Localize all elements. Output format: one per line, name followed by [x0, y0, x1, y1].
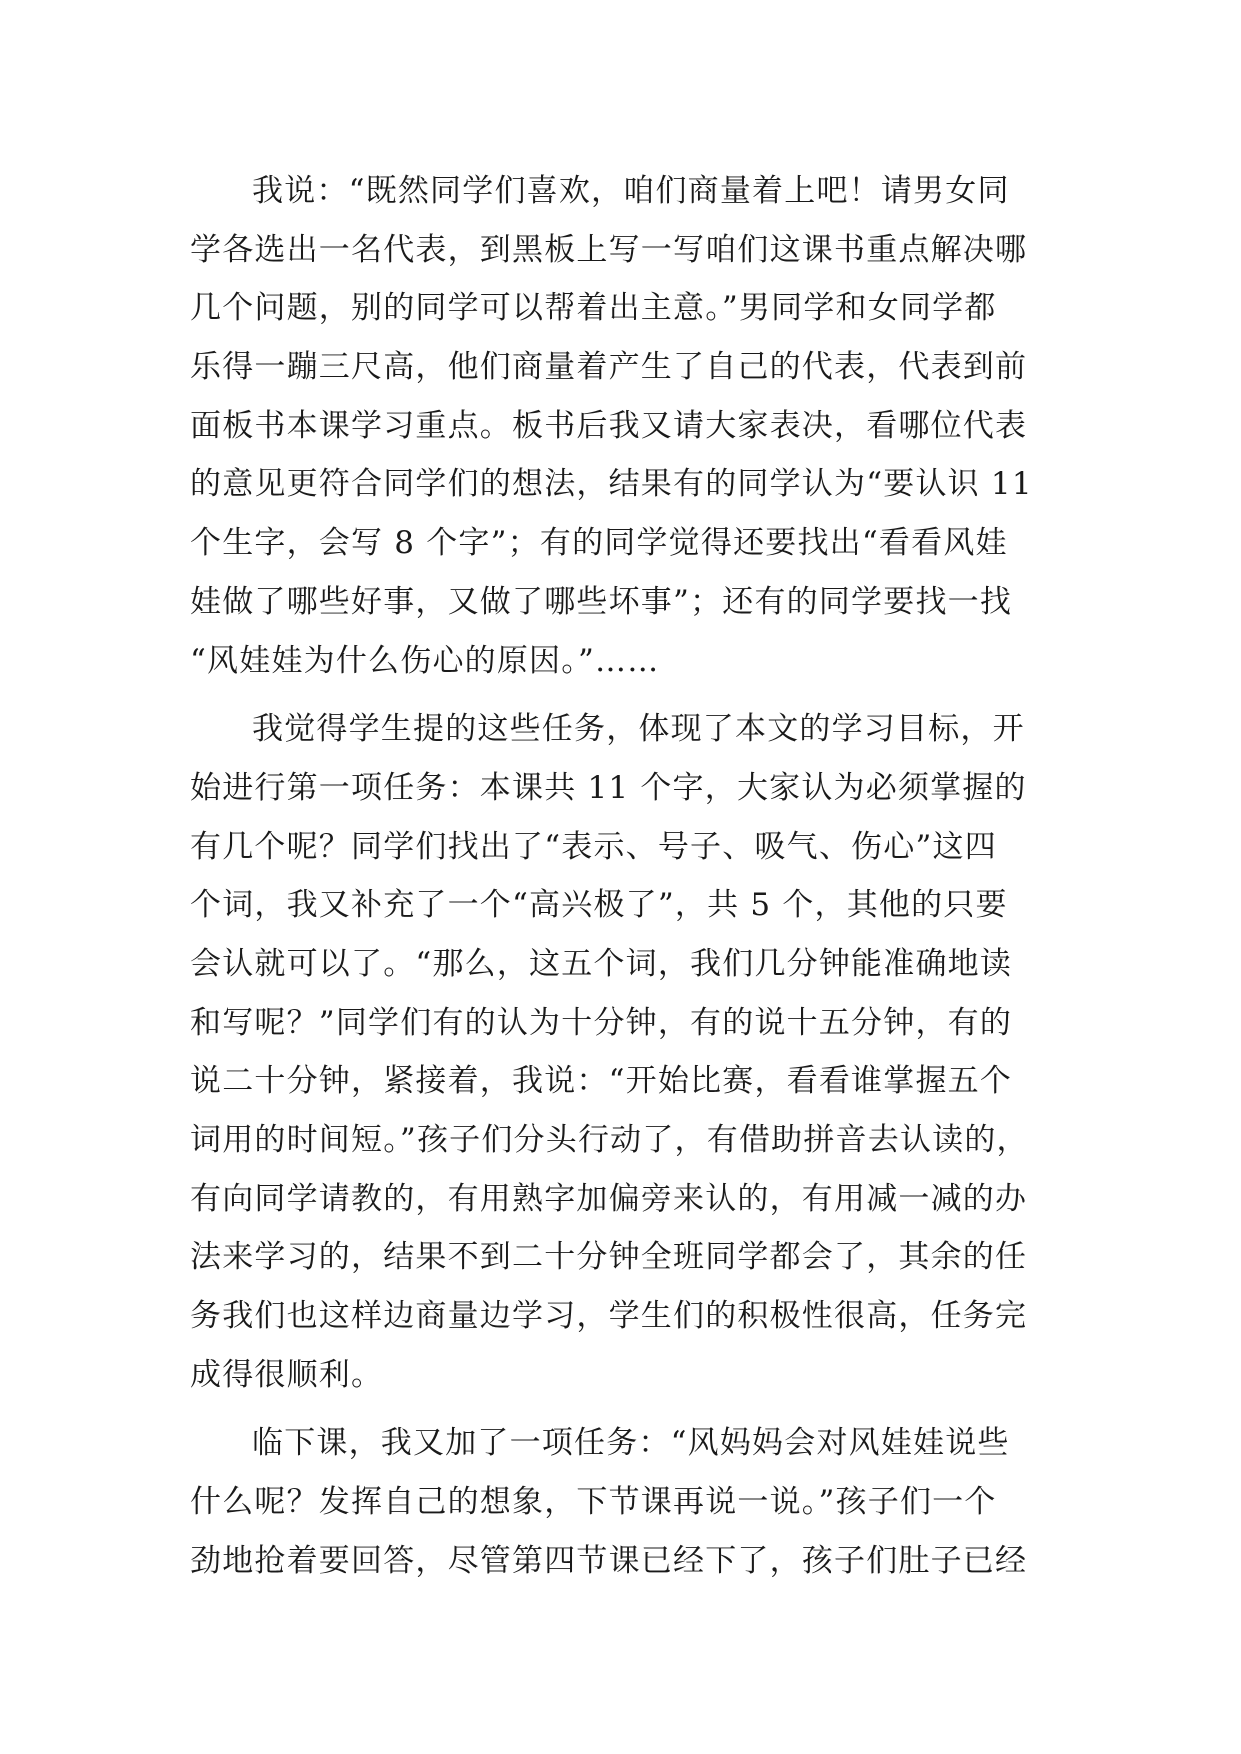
text-line: 始进行第一项任务：本课共 11 个字，大家认为必须掌握的: [190, 769, 1027, 806]
paragraph-1: [190, 162, 1070, 690]
text-line: 劲地抢着要回答，尽管第四节课已经下了，孩子们肚子已经: [190, 1542, 1028, 1579]
text-line: 个词，我又补充了一个“高兴极了”，共 5 个，其他的只要: [190, 887, 1008, 924]
document-body: [190, 162, 1070, 1601]
text-line: 词用的时间短。”孩子们分头行动了，有借助拼音去认读的，: [190, 1122, 1029, 1158]
paragraph-2: [190, 700, 1070, 1404]
text-line: 会认就可以了。“那么，这五个词，我们几分钟能准确地读: [190, 945, 1013, 982]
text-line: 乐得一蹦三尺高，他们商量着产生了自己的代表，代表到前: [190, 349, 1028, 386]
text-line: 学各选出一名代表，到黑板上写一写咱们这课书重点解决哪: [190, 231, 1028, 268]
text-line: 有向同学请教的，有用熟字加偏旁来认的，有用减一减的办: [190, 1180, 1028, 1217]
text-line: 我说：“既然同学们喜欢，咱们商量着上吧！请男女同: [252, 173, 1010, 209]
text-line: 个生字，会写 8 个字”；有的同学觉得还要找出“看看风娃: [190, 525, 1008, 562]
text-line: 的意见更符合同学们的想法，结果有的同学认为“要认识 11: [190, 466, 1033, 503]
text-line: 什么呢？发挥自己的想象，下节课再说一说。”孩子们一个: [190, 1484, 997, 1521]
text-line: 成得很顺利。: [190, 1356, 384, 1393]
paragraph-3: [190, 1414, 1070, 1590]
text-line: 我觉得学生提的这些任务，体现了本文的学习目标，开: [252, 711, 1025, 748]
text-line: “风娃娃为什么伤心的原因。”……: [190, 642, 660, 679]
text-line: 法来学习的，结果不到二十分钟全班同学都会了，其余的任: [190, 1239, 1028, 1276]
text-line: 几个问题，别的同学可以帮着出主意。”男同学和女同学都: [190, 290, 997, 327]
text-line: 有几个呢？同学们找出了“表示、号子、吸气、伤心”这四: [190, 828, 997, 865]
text-line: 务我们也这样边商量边学习，学生们的积极性很高，任务完: [190, 1298, 1028, 1335]
text-line: 说二十分钟，紧接着，我说：“开始比赛，看看谁掌握五个: [190, 1063, 1013, 1100]
text-line: 娃做了哪些好事，又做了哪些坏事”；还有的同学要找一找: [190, 583, 1013, 620]
text-line: 和写呢？”同学们有的认为十分钟，有的说十五分钟，有的: [190, 1004, 1013, 1041]
text-line: 面板书本课学习重点。板书后我又请大家表决，看哪位代表: [190, 407, 1028, 444]
text-line: 临下课，我又加了一项任务：“风妈妈会对风娃娃说些: [252, 1425, 1010, 1462]
